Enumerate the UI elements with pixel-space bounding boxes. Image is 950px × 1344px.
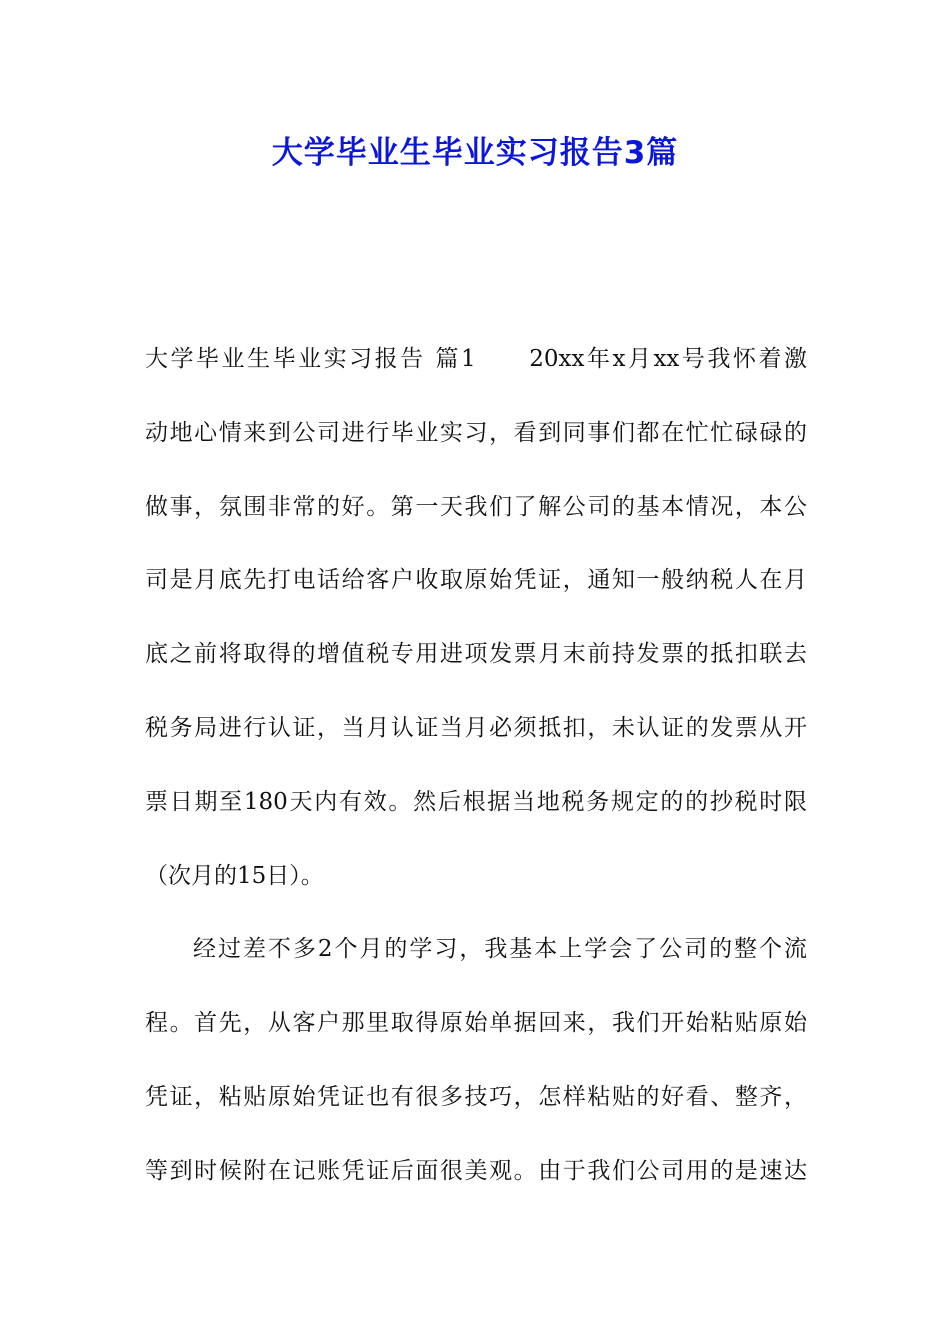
- body-line: 税务局进行认证，当月认证当月必须抵扣，未认证的发票从开: [145, 714, 807, 741]
- body-line: 动地心情来到公司进行毕业实习，看到同事们都在忙忙碌碌的: [145, 419, 807, 446]
- body-line: 大学毕业生毕业实习报告 篇1 20xx年x月xx号我怀着激: [145, 346, 807, 372]
- document-title: 大学毕业生毕业实习报告3篇: [271, 135, 679, 171]
- body-line: 司是月底先打电话给客户收取原始凭证，通知一般纳税人在月: [145, 567, 807, 594]
- body-line: 做事，氛围非常的好。第一天我们了解公司的基本情况，本公: [145, 493, 807, 520]
- body-line: （次月的15日）。: [145, 862, 324, 889]
- body-line: 程。首先，从客户那里取得原始单据回来，我们开始粘贴原始: [145, 1010, 807, 1037]
- body-line: 票日期至180天内有效。然后根据当地税务规定的的抄税时限: [145, 788, 807, 815]
- body-line: 凭证，粘贴原始凭证也有很多技巧，怎样粘贴的好看、整齐，: [145, 1083, 807, 1110]
- body-line: 底之前将取得的增值税专用进项发票月末前持发票的抵扣联去: [145, 641, 807, 668]
- body-line: 等到时候附在记账凭证后面很美观。由于我们公司用的是速达: [145, 1157, 807, 1184]
- document-body: [145, 334, 807, 1220]
- body-line: 经过差不多2个月的学习，我基本上学会了公司的整个流: [193, 936, 807, 963]
